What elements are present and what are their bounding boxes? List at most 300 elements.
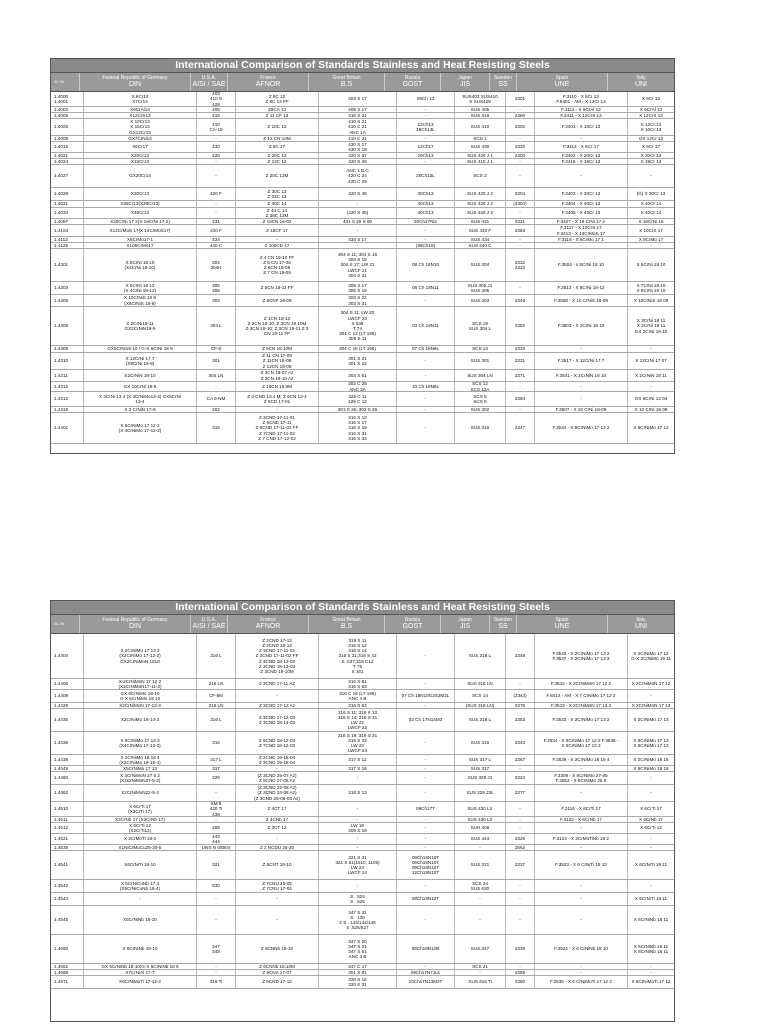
table-row: [51, 295, 674, 307]
cell-afnor: Z 5CN 18-11 FF: [236, 282, 319, 294]
cell-ss: 2346: [506, 295, 535, 306]
cell-uni: X 2CrNiMo 17 12 G-X 2CrNiMo 19 11: [631, 650, 671, 661]
cell-aisi: 329: [197, 772, 236, 784]
cell-afnor: (Z 3CND 25-07 Az) Z 5CND 27-05 Az: [236, 772, 319, 784]
cell-ss: -: [506, 766, 535, 771]
cell-wnr: 1.4305: [51, 295, 84, 306]
cell-ss: 2377: [506, 785, 535, 801]
cell-aisi: 303: [197, 295, 236, 306]
cell-une: F.3411 - X 12CrS 13: [535, 113, 628, 118]
cell-jis: SUS 317: [455, 766, 506, 771]
header-standard: JIS: [459, 623, 471, 630]
table-row: [51, 225, 674, 237]
cell-wnr: 1.4438: [51, 755, 84, 765]
cell-une: F.3517 - X 12CrNi 17 7: [535, 353, 628, 369]
cell-aisi: 347 348: [197, 935, 236, 963]
cell-une: -: [535, 346, 628, 352]
cell-une: F.3113 - X 6Cr 17: [535, 142, 628, 152]
cell-bs: -: [319, 243, 397, 248]
table-body: [51, 634, 674, 989]
cell-wnr: 1.4005: [51, 113, 84, 118]
cell-uni: GX 12Cr 13: [638, 136, 664, 141]
header-standard: B.S: [340, 623, 353, 630]
cell-jis: SUS 301: [455, 353, 506, 369]
cell-une: F.3403 - X 30Cr 13: [535, 188, 628, 200]
cell-gost: 40Ch13: [397, 208, 455, 218]
cell-aisi: XM 8 430 Ti 439: [197, 802, 236, 816]
cell-din: X 2CrNiMoN 17 12 2 (X2CrNiMoN17-11-2): [84, 679, 197, 689]
table-body: [51, 92, 674, 444]
cell-uni: X 2CrNiMoN 17 12: [631, 681, 671, 687]
cell-gost: 08Ch18N10T 06Ch18N10T 09Ch18N10T 12Ch18N10T: [397, 851, 455, 879]
cell-aisi: 434: [197, 237, 236, 242]
cell-ss: 2348: [506, 634, 535, 678]
cell-uni: X 10CrS 17: [639, 227, 663, 233]
cell-uni: X 40Cr 14: [640, 201, 662, 207]
cell-gost: -: [397, 766, 455, 771]
cell-bs: 302 C 25 ANC 3A: [319, 382, 397, 391]
cell-une: F.3534 - X 5CrNiMo 17 12 2 F.3538 - X 5CrNiMo 17 13 3: [535, 732, 628, 754]
header-country: Russia: [404, 75, 421, 81]
standards-table-1: [50, 58, 675, 454]
cell-jis: SUH 409: [455, 823, 506, 833]
table-row: [51, 201, 674, 208]
cell-wnr: 1.4542: [51, 880, 84, 892]
cell-ss: -: [506, 208, 535, 218]
cell-ss: (2343): [506, 690, 535, 702]
cell-une: F.3116 - X 6CrTi 17: [535, 802, 628, 816]
cell-aisi: 302: [197, 407, 236, 412]
cell-din: X46Cr13: [84, 208, 197, 218]
cell-gost: -: [397, 113, 455, 118]
cell-din: GX 5CrNiNb 18-10/G-X 5CrNiNb 18 9: [84, 964, 197, 969]
cell-gost: -: [397, 107, 455, 112]
cell-ss: 2332 2333: [506, 249, 535, 281]
cell-aisi: -: [197, 906, 236, 934]
cell-bs: 347 S 20 347 S 31 347 S 51 ANC 3 B: [319, 935, 397, 963]
cell-afnor: Z 6CNNb 18-10: [236, 935, 319, 963]
cell-uni: X 2CrNiN 18 11: [635, 372, 667, 378]
cell-aisi: -: [197, 785, 236, 801]
cell-jis: SUS 420 J 1: [455, 153, 506, 158]
cell-aisi: 430 F: [197, 225, 236, 236]
cell-aisi: 316: [197, 732, 236, 754]
cell-uni: -: [650, 173, 652, 179]
cell-wnr: 1.4460: [51, 772, 84, 784]
cell-aisi: 431: [197, 219, 236, 224]
cell-afnor: -: [236, 237, 319, 242]
cell-jis: SUS 434: [455, 237, 506, 242]
cell-uni: X 5CrNi 18 10: [636, 262, 666, 268]
cell-uni: X 6CrAl 13: [639, 107, 663, 112]
cell-wnr: 1.4568: [51, 970, 84, 975]
cell-aisi: -: [197, 817, 236, 822]
cell-une: -: [535, 893, 628, 905]
cell-ss: 2338: [506, 935, 535, 963]
cell-wnr: 1.4000 1.4001: [51, 92, 84, 106]
cell-uni: X 6CrNb 17: [638, 817, 663, 822]
cell-wnr: 1.4306: [51, 307, 84, 345]
cell-aisi: -: [197, 964, 236, 969]
cell-bs: 321 S 31 321 S 51(1010; 1105) LW 24 LWCF 24: [319, 851, 397, 879]
cell-afnor: Z 7CNU 15-05 Z 7CNU 17-04: [236, 880, 319, 892]
cell-gost: 10Ch17N13M2T: [397, 976, 455, 988]
cell-afnor: Z 3CND 17-12 Az: [236, 703, 319, 708]
cell-gost: 09Ch17N7Ju1: [397, 970, 455, 975]
cell-aisi: CF-8M: [197, 690, 236, 702]
cell-une: F.3404 - X 40Cr 13: [535, 201, 628, 207]
header-bs: [309, 615, 385, 633]
cell-ss: 2347: [506, 413, 535, 443]
cell-wnr: 1.4552: [51, 964, 84, 969]
cell-bs: -: [319, 201, 397, 207]
cell-une: F.3504 - x 5CrNi 18 10: [535, 249, 628, 281]
cell-afnor: Z6CA 13: [236, 107, 319, 112]
header-country: Italy: [636, 75, 646, 81]
header-standard: GOST: [402, 81, 423, 88]
cell-une: F.8414 - AM - X 7 CrNiMo 17 12 2: [535, 690, 628, 702]
header-country: Sweden: [493, 75, 513, 81]
cell-uni: X 40Cr 14: [640, 210, 662, 216]
cell-uni: X 8CrMo 17: [638, 237, 664, 242]
cell-jis: SUS 420 J 2: [455, 188, 506, 200]
cell-jis: -: [455, 893, 506, 905]
cell-afnor: Z 20C 13M: [236, 165, 319, 187]
cell-wnr: 1.4303: [51, 282, 84, 294]
cell-jis: (SUS 316 LN): [455, 703, 506, 708]
cell-une: F.3503 - X 2CrNi 18 10: [535, 307, 628, 345]
cell-jis: SUS 410: [455, 119, 506, 135]
cell-gost: 30Ch13: [397, 188, 455, 200]
cell-wnr: 1.4027: [51, 165, 84, 187]
table-row: [51, 307, 674, 346]
cell-bs: 410 S 21 410 C 21 ANC 1A: [319, 119, 397, 135]
cell-jis: SCS 1: [455, 136, 506, 141]
cell-une: -: [535, 823, 628, 833]
cell-uni: -: [650, 775, 652, 781]
cell-gost: 08Ch18N12T: [397, 893, 455, 905]
cell-aisi: 316 L: [197, 709, 236, 731]
cell-jis: SUS 304: [455, 249, 506, 281]
cell-ss: 2343: [506, 732, 535, 754]
cell-jis: SUS 304 LN: [455, 370, 506, 381]
cell-jis: SUS 430 LX: [455, 802, 506, 816]
cell-bs: -: [319, 802, 397, 816]
cell-uni: X 12Cr 13 X 10Cr 13: [640, 121, 662, 132]
table-row: [51, 413, 674, 444]
cell-afnor: Z 6CN 18.10M: [236, 346, 319, 352]
table-row: [51, 690, 674, 703]
cell-aisi: 317: [197, 766, 236, 771]
cell-gost: 08 Ch 18N10: [397, 249, 455, 281]
cell-aisi: -: [197, 893, 236, 905]
cell-bs: LW 19 409 S 19: [319, 823, 397, 833]
cell-din: GX5CrNi19-10 / G-X 6CrNi 18 9: [84, 346, 197, 352]
cell-afnor: Z 6CND 17-12: [236, 976, 319, 988]
cell-uni: X 6CrNiNb 18 11: [633, 917, 669, 923]
cell-din: GX7CrNi13: [84, 136, 197, 141]
cell-din: X3CrNb 17 (X3CrNb 17): [84, 817, 197, 822]
cell-jis: SUS 321: [455, 851, 506, 879]
cell-jis: SUS 329 J3L: [455, 785, 506, 801]
header-standard: W.-Nr: [54, 79, 65, 84]
cell-bs: ANC 1 B,C 420 C 24 420 C 29: [319, 165, 397, 187]
cell-aisi: CA 6-NM: [197, 392, 236, 406]
table-row: [51, 906, 674, 935]
cell-jis: SUS 430 F: [455, 225, 506, 236]
cell-afnor: Z 11 CN 17-08 Z 11CN 18-08 Z 12CN 18-09: [236, 353, 319, 369]
cell-une: -: [535, 165, 628, 187]
cell-afnor: -: [236, 690, 319, 702]
cell-ss: 2388: [506, 970, 535, 975]
table-row: [51, 802, 674, 817]
header-standard: AISI / SAE: [192, 81, 226, 88]
cell-wnr: 1.4021: [51, 153, 84, 158]
cell-din: X2CrNiMoN 17-13-3: [84, 703, 197, 708]
cell-gost: -: [397, 823, 455, 833]
header-standard: JIS: [459, 81, 471, 88]
cell-gost: 07 Ch 18N9L: [397, 346, 455, 352]
cell-bs: 317 S 16: [319, 766, 397, 771]
cell-une: F.3508 - X 10 CrNiS 18-09: [535, 295, 628, 306]
cell-jis: SUS 416: [455, 113, 506, 118]
table-row: [51, 282, 674, 295]
cell-gost: 10 Ch 18N9L: [397, 382, 455, 391]
table-row: [51, 755, 674, 766]
cell-wnr: 1.4312: [51, 382, 84, 391]
cell-wnr: 1.4511: [51, 817, 84, 822]
cell-jis: SUS 316: [455, 732, 506, 754]
cell-ss: 2333: [506, 346, 535, 352]
cell-din: X 2CrNiMo 17 13 2 (X2CrNiMo 17-12-2) GX2CrNiMoN 1810: [84, 634, 197, 678]
table-row: [51, 119, 674, 136]
cell-uni: X 6Cr 13: [641, 96, 661, 102]
table-title: International Comparison of Standards Stainless and Heat Resisting Steels: [51, 601, 674, 615]
cell-aisi: UNS N 08904: [197, 845, 236, 850]
cell-afnor: Z 2 NCDU 25-20: [236, 845, 319, 850]
cell-afnor: Z 4 CN 19-10 FF Z 5 CN 17-08 Z 6CN 18-09 Z 7 CN 18-09: [236, 249, 319, 281]
cell-bs: 301 S 81: [319, 970, 397, 975]
cell-bs: 416 S 21: [319, 113, 397, 118]
cell-ss: -: [506, 159, 535, 164]
cell-jis: SUS 431: [455, 219, 506, 224]
cell-din: GX 10CrNi 18-8: [84, 382, 197, 391]
table-row: [51, 880, 674, 893]
cell-une: F.3405 - X 45Cr 13: [535, 208, 628, 218]
header-country: Federal Republic of Germany: [102, 75, 168, 81]
cell-une: -: [535, 785, 628, 801]
table-row: [51, 165, 674, 188]
cell-aisi: 409: [197, 823, 236, 833]
cell-uni: -: [650, 836, 652, 842]
header-bs: [309, 73, 385, 91]
header-din: [80, 73, 191, 91]
cell-din: X6Cr17: [84, 142, 197, 152]
cell-wnr: 1.4401: [51, 413, 84, 443]
table-row: [51, 772, 674, 785]
cell-jis: SUS 316 Ti: [455, 976, 506, 988]
cell-afnor: -: [236, 893, 319, 905]
cell-gost: 08Ch17T: [397, 802, 455, 816]
cell-jis: -: [455, 970, 506, 975]
cell-bs: 301 S 21 301 S 22: [319, 353, 397, 369]
cell-wnr: 1.4510: [51, 802, 84, 816]
header-uni: [608, 73, 674, 91]
header-standard: UNE: [554, 623, 570, 630]
cell-din: X 4CrNi 13 4 (X 3CrNiMo13-4) GX5CrNi 13-4: [84, 392, 197, 406]
cell-ss: 2303: [506, 153, 535, 158]
cell-din: X2CrNiN 18-10: [84, 370, 197, 381]
cell-din: X6CrNiMoTi 17-12-2: [84, 976, 197, 988]
header-country: Sweden: [493, 617, 513, 623]
cell-bs: -: [319, 225, 397, 236]
cell-gost: -: [397, 880, 455, 892]
cell-gost: 20Ch17Ni2: [397, 219, 455, 224]
cell-afnor: Z 4 CND 13.4 M; Z 6CN 13-4 Z 8CD 17-01: [236, 392, 319, 406]
cell-uni: X 16CrNi 16: [638, 219, 664, 224]
table-row: [51, 679, 674, 690]
cell-din: GX20Cr14: [84, 165, 197, 187]
cell-une: F.3533 - X 2CrNiMo 17 13 2: [535, 709, 628, 731]
cell-wnr: 1.4521: [51, 834, 84, 844]
cell-bs: 420 S 45: [319, 188, 397, 200]
cell-din: X 5CrNiMo 17 12 2 (X 4CrNiMo 17-12-2): [84, 413, 197, 443]
cell-gost: 20Ch13L: [397, 165, 455, 187]
cell-gost: -: [397, 772, 455, 784]
table-row: [51, 353, 674, 370]
cell-wnr: 1.4545: [51, 906, 84, 934]
cell-gost: -: [397, 703, 455, 708]
table-row: [51, 976, 674, 989]
header-standard: UNE: [554, 81, 570, 88]
cell-uni: -: [650, 964, 652, 969]
header-standard: SS: [498, 623, 508, 630]
header-country: Great Britain: [332, 75, 361, 81]
table-row: [51, 370, 674, 382]
cell-uni: GX 6CrNi 13 04: [634, 396, 668, 402]
cell-gost: -: [397, 785, 455, 801]
cell-gost: -: [397, 817, 455, 822]
cell-ss: 2383: [506, 225, 535, 236]
cell-une: -: [535, 845, 628, 850]
cell-ss: -: [506, 906, 535, 934]
cell-ss: 2380: [506, 113, 535, 118]
cell-afnor: Z 3CND 17-11 AZ: [236, 679, 319, 689]
cell-une: F.3524 - X 6 CrNiNb 18 10: [535, 935, 628, 963]
cell-bs: 405 S 17: [319, 107, 397, 112]
header-wnr: [51, 615, 80, 633]
cell-ss: 2331: [506, 353, 535, 369]
header-standard: UNI: [634, 81, 648, 88]
cell-bs: 304 S 11; 304 S 16 304 S 18 304 S 17; LW 21 LWCF 21 304 S 31: [319, 249, 397, 281]
cell-jis: SUS 430 LX: [455, 817, 506, 822]
table-row: [51, 732, 674, 755]
cell-wnr: 1.4406: [51, 679, 84, 689]
cell-din: X7CrNiAl 17-7: [84, 970, 197, 975]
table-row: [51, 382, 674, 392]
cell-une: -: [535, 382, 628, 391]
header-country: Japan: [458, 617, 472, 623]
cell-ss: 2350: [506, 976, 535, 988]
cell-bs: 430 S 17 430 S 18: [319, 142, 397, 152]
cell-bs: 304 S 11; LW 20 LWCF 20 S 536 T 74 304 C 12 (LT 196) 305 S 11: [319, 307, 397, 345]
cell-bs: 316 S 11; 316 S 13 316 S 14; 316 S 31 LW 22 LWCF 22: [319, 709, 397, 731]
cell-bs: 316 S 63: [319, 703, 397, 708]
cell-jis: SCS 14: [455, 690, 506, 702]
cell-afnor: Z 13C 13: [236, 159, 319, 164]
table-row: [51, 208, 674, 219]
cell-gost: -: [397, 413, 455, 443]
cell-gost: -: [397, 964, 455, 969]
cell-uni: X 12CrNi 17 07: [635, 358, 667, 364]
cell-jis: SUS 305 J1 SUS 305: [455, 282, 506, 294]
table-row: [51, 92, 674, 107]
cell-uni: X 2CrNiMo 17 13: [633, 717, 669, 723]
cell-une: F.3507 - X 10 CrNi 18-09: [535, 407, 628, 412]
cell-wnr: 1.4436: [51, 732, 84, 754]
table-row: [51, 709, 674, 732]
cell-une: F.3543 - X 2CrNiMoN 17 13 3: [535, 703, 628, 708]
cell-bs: 303 S 22 303 S 31: [319, 295, 397, 306]
header-jis: [441, 615, 490, 633]
cell-uni: X 2CrNiMo 18 16: [633, 757, 669, 763]
cell-bs: -: [319, 845, 397, 850]
cell-uni: X 6CrTi 17: [640, 806, 662, 812]
cell-bs: 304 S 61: [319, 370, 397, 381]
cell-din: X 5CrNi 18 10 (X4CrNi 18-10): [84, 249, 197, 281]
table-row: [51, 823, 674, 834]
cell-une: F.3541 - X 2CrNiN 18 10: [535, 370, 628, 381]
cell-ss: 2302: [506, 119, 535, 135]
header-afnor: [228, 615, 309, 633]
cell-din: X 12CrNi 17 7 (X9CrNi 18-8): [84, 353, 197, 369]
cell-afnor: Z 6CNNb 18.10M: [236, 964, 319, 969]
cell-gost: -: [397, 634, 455, 678]
cell-jis: -: [455, 845, 506, 850]
cell-une: F.3427 - X 19 CrNi 17 2: [535, 219, 628, 224]
cell-jis: SUS 316 L: [455, 709, 506, 731]
cell-gost: -: [397, 732, 455, 754]
header-standard: UNI: [634, 623, 648, 630]
header-aisi: [191, 615, 228, 633]
cell-gost: 07 Ch 18N10G2S2M2L: [397, 690, 455, 702]
cell-afnor: -: [236, 834, 319, 844]
cell-bs: -: [319, 772, 397, 784]
cell-afnor: Z 3CND 17-11-01 Z 6CND 17-11 Z 6CND 17-11-02 FF Z 7CND 17-11-02 Z 7 CND 17-12-02: [236, 413, 319, 443]
cell-afnor: Z 8C 17: [236, 142, 319, 152]
cell-wnr: 1.4016: [51, 142, 84, 152]
header-wnr: [51, 73, 80, 91]
cell-une: F.3110 - X 6Cr 13 F.8401 - AM - X 12Cr 13: [535, 92, 628, 106]
cell-uni: X 10 CrNi 18 09: [634, 407, 668, 412]
cell-gost: -: [397, 679, 455, 689]
cell-afnor: Z 1CN 18-12 Z 2CN 18-10; Z 3CN 19.10M Z 3CN 18-10; Z 3CN 19-11 Z 3 CN 19-11 FF: [236, 307, 319, 345]
table-row: [51, 785, 674, 802]
header-une: [517, 615, 608, 633]
header-standard: AFNOR: [255, 623, 281, 630]
cell-afnor: -: [236, 407, 319, 412]
cell-uni: X 6CrNiTi 18 11: [634, 896, 668, 902]
cell-ss: 2375: [506, 703, 535, 708]
cell-aisi: 430: [197, 142, 236, 152]
cell-ss: -: [506, 880, 535, 892]
cell-gost: -: [397, 225, 455, 236]
header-standard: W.-Nr: [54, 621, 65, 626]
cell-aisi: 305 308: [197, 282, 236, 294]
cell-gost: -: [397, 237, 455, 242]
cell-jis: SUS 405: [455, 107, 506, 112]
table-row: [51, 851, 674, 880]
